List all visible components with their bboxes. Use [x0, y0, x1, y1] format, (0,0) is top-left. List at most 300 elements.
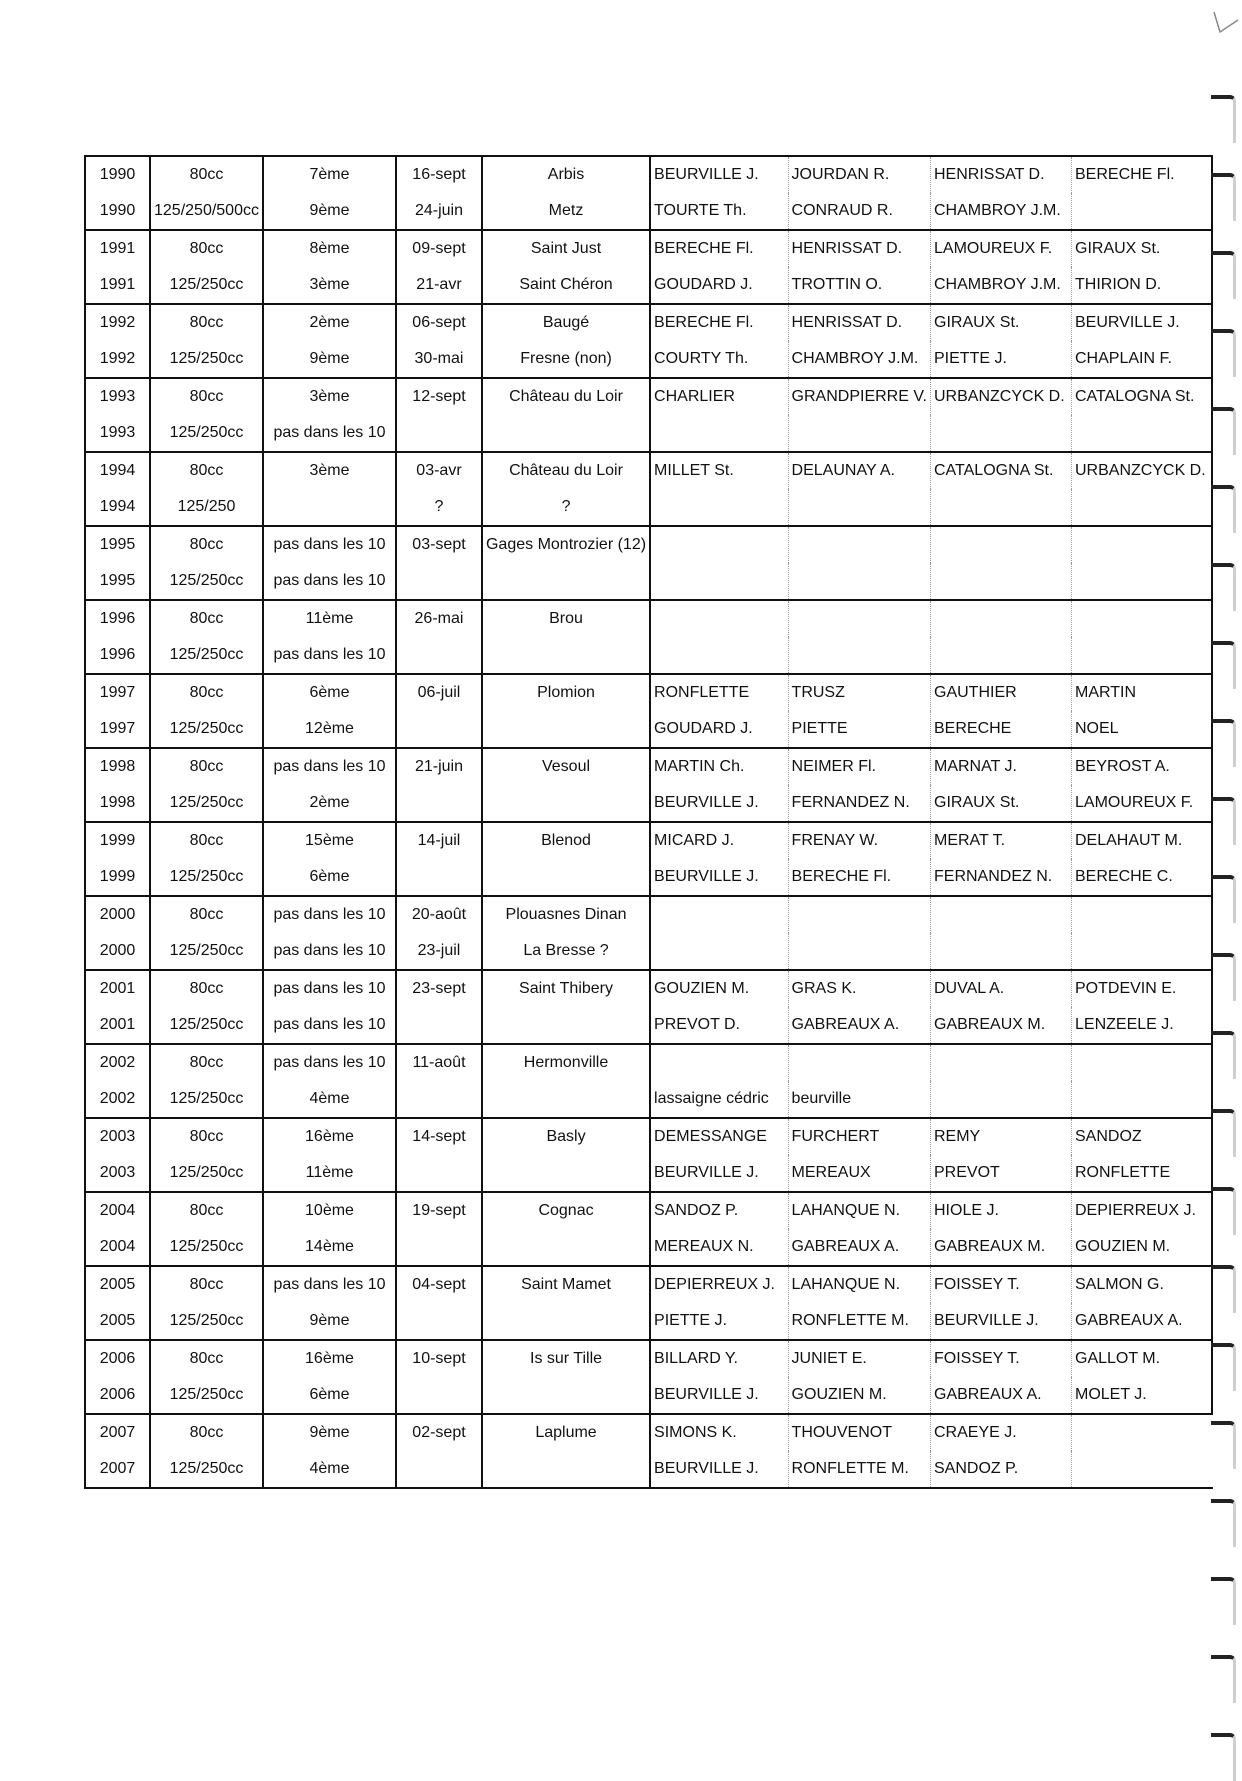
cell-date: 06-sept — [396, 304, 482, 341]
cell-year: 2002 — [85, 1081, 150, 1118]
cell-class: 125/250cc — [150, 415, 263, 452]
cell-rider-4 — [1072, 1414, 1212, 1451]
cell-rider-2: GABREAUX A. — [788, 1007, 930, 1044]
cell-rider-2: FURCHERT — [788, 1118, 930, 1155]
cell-year: 1993 — [85, 415, 150, 452]
table-row — [85, 230, 1213, 267]
cell-placing: pas dans les 10 — [263, 970, 396, 1007]
cell-venue: Gages Montrozier (12) — [482, 526, 650, 563]
cell-class: 125/250cc — [150, 933, 263, 970]
cell-rider-3: DUVAL A. — [931, 970, 1072, 1007]
table-row — [85, 674, 1213, 711]
cell-class: 125/250cc — [150, 711, 263, 748]
binding-hole-mark — [1211, 797, 1236, 845]
table-row — [85, 1192, 1213, 1229]
cell-rider-3: BERECHE — [931, 711, 1072, 748]
table-row — [85, 452, 1213, 489]
cell-rider-1 — [650, 489, 788, 526]
cell-class: 125/250cc — [150, 1229, 263, 1266]
cell-rider-1: MEREAUX N. — [650, 1229, 788, 1266]
cell-rider-1: BILLARD Y. — [650, 1340, 788, 1377]
cell-year: 2004 — [85, 1229, 150, 1266]
cell-placing: 9ème — [263, 1303, 396, 1340]
table-row — [85, 1303, 1213, 1340]
cell-rider-3: SANDOZ P. — [931, 1451, 1072, 1488]
cell-rider-2: CHAMBROY J.M. — [788, 341, 930, 378]
cell-rider-2 — [788, 896, 930, 933]
cell-date: 03-avr — [396, 452, 482, 489]
cell-rider-1: BERECHE Fl. — [650, 304, 788, 341]
cell-rider-2: HENRISSAT D. — [788, 304, 930, 341]
results-table — [84, 155, 1213, 1489]
cell-date: 16-sept — [396, 156, 482, 193]
cell-venue — [482, 1081, 650, 1118]
cell-year: 1998 — [85, 748, 150, 785]
cell-rider-2 — [788, 415, 930, 452]
cell-class: 80cc — [150, 452, 263, 489]
cell-rider-4 — [1072, 526, 1212, 563]
cell-class: 80cc — [150, 1414, 263, 1451]
cell-placing: 6ème — [263, 674, 396, 711]
cell-rider-3: BEURVILLE J. — [931, 1303, 1072, 1340]
table-row — [85, 785, 1213, 822]
cell-rider-4: BERECHE C. — [1072, 859, 1212, 896]
cell-rider-2 — [788, 1044, 930, 1081]
cell-placing: pas dans les 10 — [263, 563, 396, 600]
cell-rider-1: BEURVILLE J. — [650, 1377, 788, 1414]
cell-year: 2000 — [85, 933, 150, 970]
cell-placing: pas dans les 10 — [263, 637, 396, 674]
page-corner-mark — [1210, 10, 1240, 40]
cell-year: 2001 — [85, 1007, 150, 1044]
cell-date: 20-août — [396, 896, 482, 933]
cell-rider-3: FOISSEY T. — [931, 1340, 1072, 1377]
cell-date: 04-sept — [396, 1266, 482, 1303]
cell-year: 1997 — [85, 711, 150, 748]
binding-hole-mark — [1211, 1499, 1236, 1547]
cell-placing: 11ème — [263, 600, 396, 637]
cell-rider-1: SIMONS K. — [650, 1414, 788, 1451]
cell-rider-4: BEURVILLE J. — [1072, 304, 1212, 341]
binding-hole-mark — [1211, 173, 1236, 221]
cell-venue: La Bresse ? — [482, 933, 650, 970]
cell-rider-1: GOUZIEN M. — [650, 970, 788, 1007]
cell-rider-3: CHAMBROY J.M. — [931, 193, 1072, 230]
cell-rider-1: CHARLIER — [650, 378, 788, 415]
cell-placing: 6ème — [263, 1377, 396, 1414]
cell-rider-2: DELAUNAY A. — [788, 452, 930, 489]
binding-hole-mark — [1211, 1343, 1236, 1391]
cell-date — [396, 415, 482, 452]
cell-rider-4: GOUZIEN M. — [1072, 1229, 1212, 1266]
cell-rider-4 — [1072, 489, 1212, 526]
cell-rider-1: COURTY Th. — [650, 341, 788, 378]
cell-date: 19-sept — [396, 1192, 482, 1229]
cell-class: 125/250cc — [150, 785, 263, 822]
cell-date: 21-juin — [396, 748, 482, 785]
cell-rider-4: BEYROST A. — [1072, 748, 1212, 785]
cell-date: 30-mai — [396, 341, 482, 378]
cell-rider-4: NOEL — [1072, 711, 1212, 748]
cell-placing: pas dans les 10 — [263, 415, 396, 452]
cell-placing — [263, 489, 396, 526]
cell-placing: pas dans les 10 — [263, 896, 396, 933]
cell-placing: 9ème — [263, 193, 396, 230]
cell-rider-2: THOUVENOT — [788, 1414, 930, 1451]
cell-year: 1990 — [85, 193, 150, 230]
cell-rider-3 — [931, 600, 1072, 637]
cell-rider-1: BEURVILLE J. — [650, 785, 788, 822]
cell-rider-3: MARNAT J. — [931, 748, 1072, 785]
cell-class: 80cc — [150, 674, 263, 711]
cell-rider-4: DEPIERREUX J. — [1072, 1192, 1212, 1229]
cell-venue: Plouasnes Dinan — [482, 896, 650, 933]
cell-date: 23-juil — [396, 933, 482, 970]
cell-date: 21-avr — [396, 267, 482, 304]
cell-rider-3: GIRAUX St. — [931, 785, 1072, 822]
cell-rider-3: HIOLE J. — [931, 1192, 1072, 1229]
cell-rider-1 — [650, 637, 788, 674]
cell-placing: 2ème — [263, 304, 396, 341]
cell-rider-2: RONFLETTE M. — [788, 1303, 930, 1340]
cell-date — [396, 711, 482, 748]
cell-placing: 9ème — [263, 1414, 396, 1451]
cell-rider-4: SALMON G. — [1072, 1266, 1212, 1303]
cell-rider-1: BERECHE Fl. — [650, 230, 788, 267]
cell-rider-2: MEREAUX — [788, 1155, 930, 1192]
cell-year: 1991 — [85, 267, 150, 304]
cell-rider-1 — [650, 896, 788, 933]
cell-year: 2000 — [85, 896, 150, 933]
cell-rider-1: GOUDARD J. — [650, 267, 788, 304]
cell-date — [396, 785, 482, 822]
cell-rider-3: HENRISSAT D. — [931, 156, 1072, 193]
cell-rider-3: GABREAUX M. — [931, 1007, 1072, 1044]
table-row — [85, 1155, 1213, 1192]
cell-date: 24-juin — [396, 193, 482, 230]
cell-rider-1 — [650, 600, 788, 637]
cell-rider-3 — [931, 526, 1072, 563]
cell-venue: Baugé — [482, 304, 650, 341]
cell-year: 1999 — [85, 859, 150, 896]
cell-date: 09-sept — [396, 230, 482, 267]
cell-rider-1: lassaigne cédric — [650, 1081, 788, 1118]
cell-venue — [482, 1451, 650, 1488]
table-row — [85, 1266, 1213, 1303]
cell-rider-2: PIETTE — [788, 711, 930, 748]
cell-rider-4: URBANZCYCK D. — [1072, 452, 1212, 489]
cell-year: 1992 — [85, 341, 150, 378]
cell-rider-2 — [788, 600, 930, 637]
cell-placing: pas dans les 10 — [263, 933, 396, 970]
cell-placing: pas dans les 10 — [263, 1266, 396, 1303]
cell-rider-3: GABREAUX M. — [931, 1229, 1072, 1266]
cell-date — [396, 1229, 482, 1266]
cell-date: 03-sept — [396, 526, 482, 563]
cell-venue: Saint Mamet — [482, 1266, 650, 1303]
cell-date: 10-sept — [396, 1340, 482, 1377]
cell-venue: Cognac — [482, 1192, 650, 1229]
cell-rider-1: BEURVILLE J. — [650, 1155, 788, 1192]
cell-year: 2005 — [85, 1303, 150, 1340]
cell-rider-2 — [788, 637, 930, 674]
cell-year: 1994 — [85, 452, 150, 489]
cell-placing: 10ème — [263, 1192, 396, 1229]
cell-rider-2: GABREAUX A. — [788, 1229, 930, 1266]
cell-rider-1: BEURVILLE J. — [650, 1451, 788, 1488]
cell-rider-2: HENRISSAT D. — [788, 230, 930, 267]
cell-venue — [482, 859, 650, 896]
cell-year: 1998 — [85, 785, 150, 822]
cell-rider-3: FOISSEY T. — [931, 1266, 1072, 1303]
cell-venue — [482, 711, 650, 748]
cell-date: 14-sept — [396, 1118, 482, 1155]
cell-class: 80cc — [150, 156, 263, 193]
cell-rider-2: BERECHE Fl. — [788, 859, 930, 896]
cell-year: 1993 — [85, 378, 150, 415]
cell-venue — [482, 785, 650, 822]
table-row — [85, 933, 1213, 970]
cell-class: 80cc — [150, 896, 263, 933]
cell-rider-1 — [650, 526, 788, 563]
cell-placing: pas dans les 10 — [263, 526, 396, 563]
binding-hole-mark — [1211, 1265, 1236, 1313]
binding-hole-mark — [1211, 251, 1236, 299]
cell-rider-1: DEMESSANGE — [650, 1118, 788, 1155]
cell-rider-4: SANDOZ — [1072, 1118, 1212, 1155]
cell-rider-2: TRUSZ — [788, 674, 930, 711]
cell-rider-2: LAHANQUE N. — [788, 1266, 930, 1303]
cell-rider-4: GABREAUX A. — [1072, 1303, 1212, 1340]
cell-rider-3: GABREAUX A. — [931, 1377, 1072, 1414]
cell-placing: 12ème — [263, 711, 396, 748]
cell-placing: 16ème — [263, 1118, 396, 1155]
cell-class: 80cc — [150, 1044, 263, 1081]
cell-class: 80cc — [150, 526, 263, 563]
cell-rider-4: GIRAUX St. — [1072, 230, 1212, 267]
cell-placing: 14ème — [263, 1229, 396, 1266]
cell-class: 80cc — [150, 1118, 263, 1155]
cell-venue — [482, 1303, 650, 1340]
cell-date — [396, 1303, 482, 1340]
cell-year: 2003 — [85, 1155, 150, 1192]
cell-year: 2002 — [85, 1044, 150, 1081]
cell-rider-1: MICARD J. — [650, 822, 788, 859]
cell-rider-3: CRAEYE J. — [931, 1414, 1072, 1451]
table-row — [85, 267, 1213, 304]
table-row — [85, 1007, 1213, 1044]
cell-rider-1: DEPIERREUX J. — [650, 1266, 788, 1303]
cell-year: 1997 — [85, 674, 150, 711]
cell-venue — [482, 1155, 650, 1192]
cell-placing: 9ème — [263, 341, 396, 378]
cell-date — [396, 1007, 482, 1044]
cell-rider-1 — [650, 563, 788, 600]
binding-hole-mark — [1211, 1187, 1236, 1235]
cell-rider-2: beurville — [788, 1081, 930, 1118]
table-row — [85, 600, 1213, 637]
cell-venue: Saint Just — [482, 230, 650, 267]
cell-year: 1992 — [85, 304, 150, 341]
cell-date — [396, 1081, 482, 1118]
cell-rider-3 — [931, 896, 1072, 933]
table-row — [85, 1081, 1213, 1118]
table-row — [85, 822, 1213, 859]
table-row — [85, 711, 1213, 748]
table-row — [85, 896, 1213, 933]
cell-class: 80cc — [150, 1340, 263, 1377]
cell-year: 2001 — [85, 970, 150, 1007]
binding-hole-mark — [1211, 719, 1236, 767]
cell-class: 80cc — [150, 822, 263, 859]
cell-year: 1996 — [85, 637, 150, 674]
cell-rider-3: GAUTHIER — [931, 674, 1072, 711]
cell-rider-4: MARTIN — [1072, 674, 1212, 711]
cell-rider-1 — [650, 415, 788, 452]
cell-rider-4: DELAHAUT M. — [1072, 822, 1212, 859]
cell-date — [396, 1155, 482, 1192]
binding-hole-mark — [1211, 329, 1236, 377]
cell-class: 125/250/500cc — [150, 193, 263, 230]
cell-rider-3: PREVOT — [931, 1155, 1072, 1192]
cell-rider-1: SANDOZ P. — [650, 1192, 788, 1229]
table-row — [85, 1229, 1213, 1266]
cell-placing: 3ème — [263, 378, 396, 415]
cell-date: 11-août — [396, 1044, 482, 1081]
cell-placing: 16ème — [263, 1340, 396, 1377]
cell-rider-3 — [931, 933, 1072, 970]
cell-venue: Vesoul — [482, 748, 650, 785]
cell-rider-2: GOUZIEN M. — [788, 1377, 930, 1414]
cell-class: 125/250 — [150, 489, 263, 526]
cell-class: 80cc — [150, 1192, 263, 1229]
cell-venue: Château du Loir — [482, 378, 650, 415]
cell-year: 1995 — [85, 563, 150, 600]
cell-year: 2006 — [85, 1340, 150, 1377]
cell-class: 125/250cc — [150, 1155, 263, 1192]
cell-rider-1: BEURVILLE J. — [650, 156, 788, 193]
cell-class: 125/250cc — [150, 1377, 263, 1414]
cell-rider-2: GRANDPIERRE V. — [788, 378, 930, 415]
binding-hole-mark — [1211, 875, 1236, 923]
cell-date — [396, 1451, 482, 1488]
cell-placing: 3ème — [263, 267, 396, 304]
cell-placing: 3ème — [263, 452, 396, 489]
cell-rider-1 — [650, 1044, 788, 1081]
cell-venue: Blenod — [482, 822, 650, 859]
cell-rider-3: MERAT T. — [931, 822, 1072, 859]
cell-rider-4 — [1072, 933, 1212, 970]
cell-rider-4: THIRION D. — [1072, 267, 1212, 304]
cell-class: 125/250cc — [150, 341, 263, 378]
table-row — [85, 489, 1213, 526]
cell-date: 26-mai — [396, 600, 482, 637]
table-row — [85, 748, 1213, 785]
cell-venue — [482, 563, 650, 600]
table-row — [85, 193, 1213, 230]
cell-date: 06-juil — [396, 674, 482, 711]
cell-rider-1: RONFLETTE — [650, 674, 788, 711]
cell-rider-2: FRENAY W. — [788, 822, 930, 859]
cell-rider-3: URBANZCYCK D. — [931, 378, 1072, 415]
cell-class: 125/250cc — [150, 1081, 263, 1118]
cell-rider-2 — [788, 526, 930, 563]
cell-rider-1: MARTIN Ch. — [650, 748, 788, 785]
cell-year: 1996 — [85, 600, 150, 637]
cell-rider-3 — [931, 1044, 1072, 1081]
cell-venue — [482, 1007, 650, 1044]
cell-date — [396, 1377, 482, 1414]
cell-venue: Saint Chéron — [482, 267, 650, 304]
cell-rider-1: PREVOT D. — [650, 1007, 788, 1044]
cell-rider-1: BEURVILLE J. — [650, 859, 788, 896]
cell-class: 125/250cc — [150, 1007, 263, 1044]
cell-placing: pas dans les 10 — [263, 1044, 396, 1081]
table-row — [85, 1377, 1213, 1414]
cell-venue — [482, 1377, 650, 1414]
cell-class: 125/250cc — [150, 1451, 263, 1488]
cell-venue: Fresne (non) — [482, 341, 650, 378]
cell-rider-4 — [1072, 1044, 1212, 1081]
cell-rider-3: REMY — [931, 1118, 1072, 1155]
cell-rider-1 — [650, 933, 788, 970]
cell-placing: 6ème — [263, 859, 396, 896]
binding-edge-marks — [1202, 0, 1242, 1712]
cell-rider-2: JUNIET E. — [788, 1340, 930, 1377]
cell-date: 12-sept — [396, 378, 482, 415]
cell-rider-2 — [788, 489, 930, 526]
cell-rider-2: NEIMER Fl. — [788, 748, 930, 785]
binding-hole-mark — [1211, 407, 1236, 455]
cell-rider-3 — [931, 489, 1072, 526]
cell-class: 125/250cc — [150, 859, 263, 896]
results-table-body — [85, 156, 1213, 1488]
binding-hole-mark — [1211, 641, 1236, 689]
cell-rider-3: CATALOGNA St. — [931, 452, 1072, 489]
cell-rider-4 — [1072, 415, 1212, 452]
table-row — [85, 970, 1213, 1007]
cell-class: 80cc — [150, 304, 263, 341]
cell-year: 2006 — [85, 1377, 150, 1414]
cell-rider-4 — [1072, 600, 1212, 637]
cell-placing: pas dans les 10 — [263, 1007, 396, 1044]
binding-hole-mark — [1211, 1577, 1236, 1625]
binding-hole-mark — [1211, 1031, 1236, 1079]
cell-date: 02-sept — [396, 1414, 482, 1451]
cell-rider-3 — [931, 563, 1072, 600]
cell-date: 14-juil — [396, 822, 482, 859]
cell-date: 23-sept — [396, 970, 482, 1007]
cell-rider-4: CATALOGNA St. — [1072, 378, 1212, 415]
cell-placing: 4ème — [263, 1081, 396, 1118]
cell-rider-3: FERNANDEZ N. — [931, 859, 1072, 896]
cell-rider-2: RONFLETTE M. — [788, 1451, 930, 1488]
cell-rider-1: MILLET St. — [650, 452, 788, 489]
cell-rider-3 — [931, 415, 1072, 452]
binding-hole-mark — [1211, 1655, 1236, 1703]
binding-hole-mark — [1211, 1421, 1236, 1469]
cell-rider-4 — [1072, 563, 1212, 600]
cell-rider-4 — [1072, 1451, 1212, 1488]
cell-rider-4 — [1072, 637, 1212, 674]
cell-class: 125/250cc — [150, 563, 263, 600]
table-row — [85, 1044, 1213, 1081]
cell-year: 1990 — [85, 156, 150, 193]
cell-placing: pas dans les 10 — [263, 748, 396, 785]
cell-year: 2004 — [85, 1192, 150, 1229]
binding-hole-mark — [1211, 563, 1236, 611]
binding-hole-mark — [1211, 953, 1236, 1001]
